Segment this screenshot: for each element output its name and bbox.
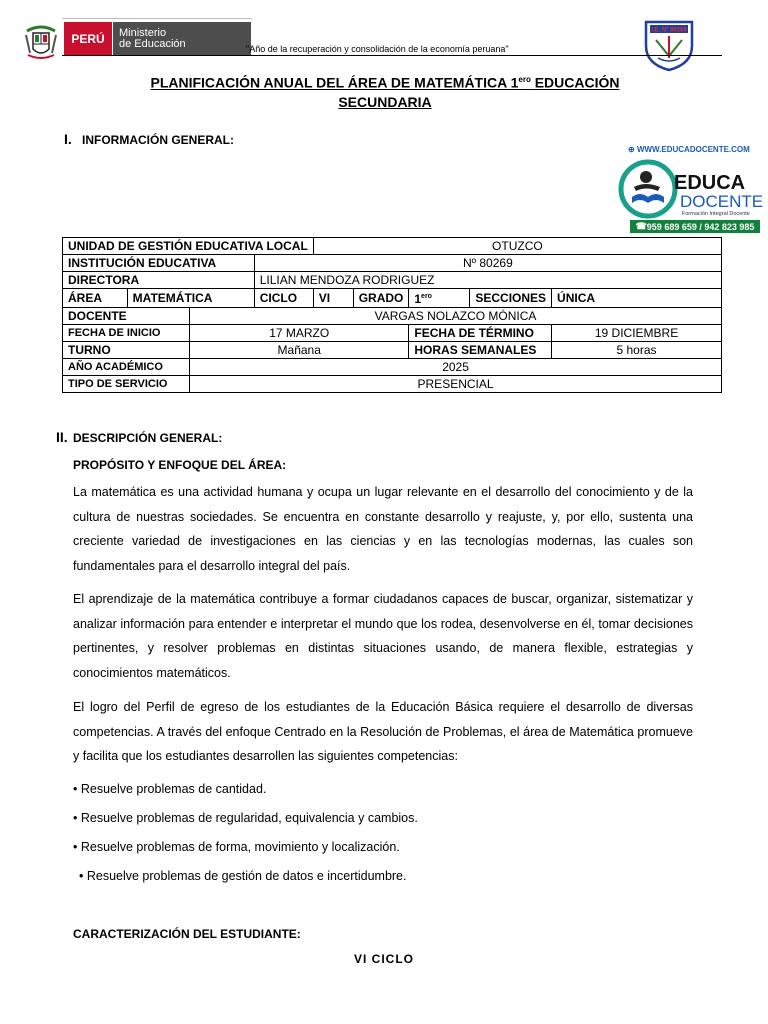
ie-label: INSTITUCIÓN EDUCATIVA [63, 255, 255, 272]
table-row [63, 308, 722, 325]
docente-value: VARGAS NOLAZCO MÓNICA [190, 308, 722, 325]
ciclo-value: VI [313, 289, 353, 308]
table-row [63, 342, 722, 359]
general-info-table [62, 237, 722, 393]
grado-label: GRADO [353, 289, 409, 308]
anio-label: AÑO ACADÉMICO [63, 359, 190, 376]
table-row [63, 238, 722, 255]
ministry-label [113, 22, 251, 56]
termino-value: 19 DICIEMBRE [552, 325, 722, 342]
purpose-subheading: PROPÓSITO Y ENFOQUE DEL ÁREA: [73, 458, 287, 472]
educa-url: ⊕ WWW.EDUCADOCENTE.COM [628, 145, 750, 154]
docente-label: DOCENTE [63, 308, 190, 325]
section2-heading: DESCRIPCIÓN GENERAL: [73, 431, 223, 445]
competency-item: • Resuelve problemas de regularidad, equivalencia y cambios. [73, 811, 418, 825]
table-row [63, 359, 722, 376]
competency-item: • Resuelve problemas de cantidad. [73, 782, 267, 796]
servicio-value: PRESENCIAL [190, 376, 722, 393]
educa-tagline: Formación Integral Docente [682, 211, 750, 217]
educa-phone: ☎ 959 689 659 / 942 823 985 [630, 220, 760, 233]
cycle-heading: VI CICLO [353, 952, 414, 966]
peru-coat-of-arms-icon [22, 25, 60, 61]
table-row [63, 272, 722, 289]
educa-phone-text: 959 689 659 / 942 823 985 [646, 221, 755, 232]
year-motto: "Año de la recuperación y consolidación de la economía peruana" [246, 44, 509, 54]
title-sup: ero [518, 75, 531, 84]
title-main: PLANIFICACIÓN ANUAL DEL ÁREA DE MATEMÁTICA 1 [150, 74, 519, 91]
educa-url-text: WWW.EDUCADOCENTE.COM [636, 145, 750, 154]
section1-number: I. [64, 131, 72, 147]
ugel-value: OTUZCO [313, 238, 721, 255]
title-rest: EDUCACIÓN [530, 74, 620, 91]
secciones-value: ÚNICA [552, 289, 722, 308]
competency-item: • Resuelve problemas de gestión de datos e incertidumbre. [79, 869, 407, 883]
grado-sup: ero [421, 293, 432, 300]
grado-value: 1 [414, 292, 422, 306]
title-line2: SECUNDARIA [338, 93, 432, 110]
educa-name2: DOCENTE [680, 192, 764, 211]
turno-value: Mañana [190, 342, 409, 359]
student-heading: CARACTERIZACIÓN DEL ESTUDIANTE: [73, 927, 301, 941]
ministry-line1: Ministerio [119, 27, 167, 39]
paragraph-3: El logro del Perfil de egreso de los estudiantes de la Educación Básica requiere el desarrollo de diversas competencias. A través del enfoque Centrado en la Resolución de Problemas, el área de Matemática promueve y facilita que los estudiantes desarrollen las siguientes competencias: [73, 700, 693, 763]
table-row [63, 289, 722, 308]
competency-item: • Resuelve problemas de forma, movimiento y localización. [73, 840, 400, 854]
director-value: LILIAN MENDOZA RODRIGUEZ [254, 272, 721, 289]
ie-value: Nº 80269 [254, 255, 721, 272]
header-top-line [62, 18, 252, 19]
ministry-line2: de Educación [119, 38, 186, 50]
paragraph-1: La matemática es una actividad humana y ocupa un lugar relevante en el desarrollo del conocimiento y de la cultura de nuestras sociedades. Se encuentra en constante desarrollo y reajuste, y, por ello, sustenta una creciente variedad de investigaciones en las ciencias y en las tecnologías modernas, las cuales son fundamentales para el desarrollo integral del país. [73, 485, 693, 573]
table-row [63, 376, 722, 393]
termino-label: FECHA DE TÉRMINO [409, 325, 552, 342]
educa-name1: EDUCA [674, 172, 746, 194]
school-badge-text: I.E. Nº 80269 [651, 27, 687, 34]
inicio-label: FECHA DE INICIO [63, 325, 190, 342]
area-value: MATEMÁTICA [127, 289, 254, 308]
section1-heading: INFORMACIÓN GENERAL: [82, 133, 234, 147]
horas-label: HORAS SEMANALES [409, 342, 552, 359]
ugel-label: UNIDAD DE GESTIÓN EDUCATIVA LOCAL [63, 238, 314, 255]
school-shield-icon [642, 18, 696, 72]
area-label: ÁREA [63, 289, 128, 308]
grado-cell [409, 289, 470, 308]
inicio-value: 17 MARZO [190, 325, 409, 342]
page-title [100, 70, 670, 112]
anio-value: 2025 [190, 359, 722, 376]
peru-label: PERÚ [64, 22, 112, 56]
director-label: DIRECTORA [63, 272, 255, 289]
table-row [63, 325, 722, 342]
paragraph-2: El aprendizaje de la matemática contribuye a formar ciudadanos capaces de buscar, organizar, sistematizar y analizar información para entender e interpretar el mundo que los rodea, desenvolverse en él, tomar decisiones pertinentes, y resolver problemas en distintas situaciones usando, de manera flexible, estrategias y conocimientos matemáticos. [73, 592, 693, 680]
section2-number: II. [56, 429, 68, 445]
ciclo-label: CICLO [254, 289, 313, 308]
educa-docente-logo-icon [616, 157, 764, 221]
servicio-label: TIPO DE SERVICIO [63, 376, 190, 393]
table-row [63, 255, 722, 272]
turno-label: TURNO [63, 342, 190, 359]
header-divider [62, 55, 722, 56]
secciones-label: SECCIONES [470, 289, 552, 308]
horas-value: 5 horas [552, 342, 722, 359]
